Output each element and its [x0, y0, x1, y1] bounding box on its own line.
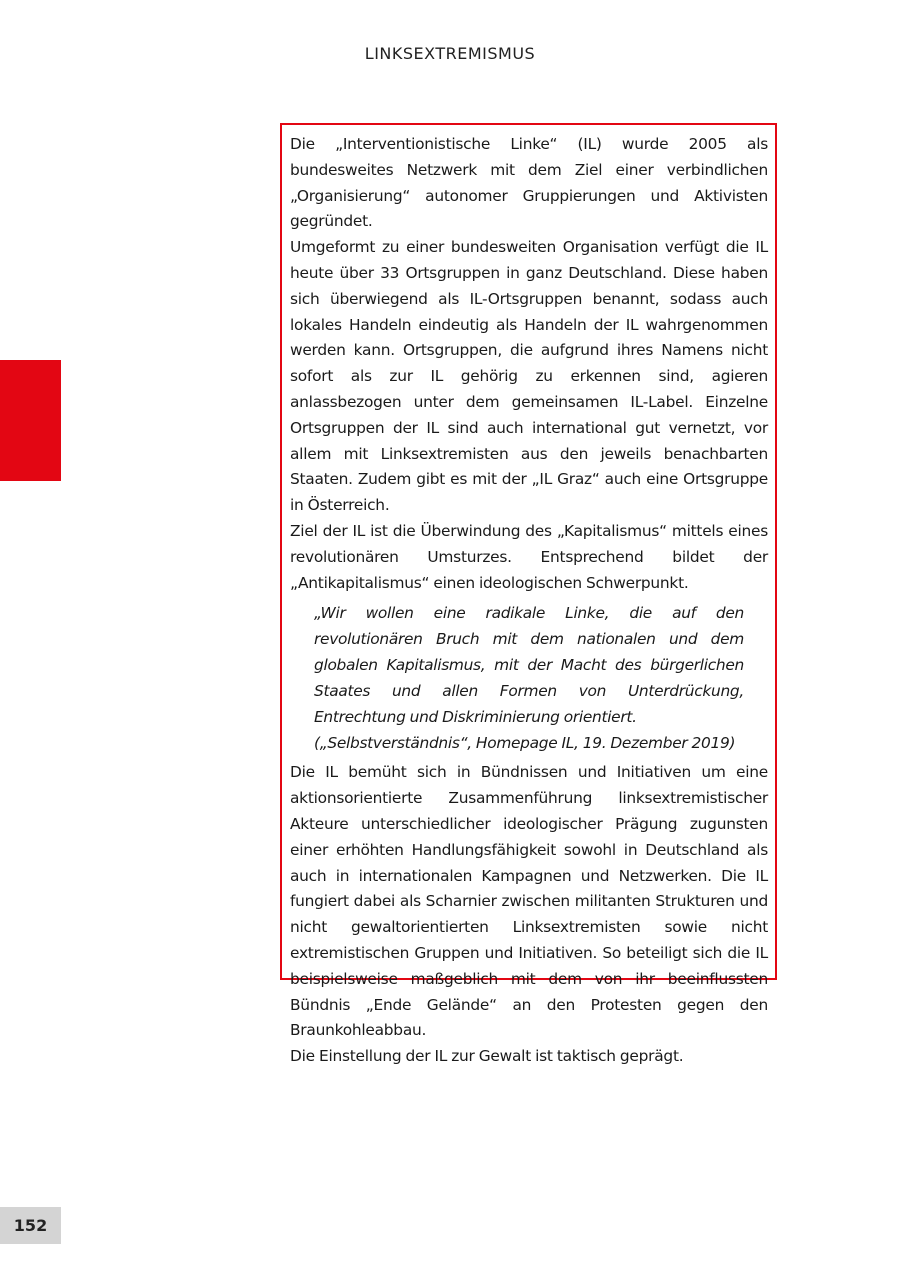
box-paragraph-4: Die IL bemüht sich in Bündnissen und Initiativen um eine aktionsorientierte Zusammenführung linksextremistischer Akteure unterschiedlicher ideologischer Prägung zugunsten einer erhöhten Handlungsfähigkeit sowohl in Deutschland als auch in internationalen Kampagnen und Netzwerken. Die IL fungiert dabei als Scharnier zwischen militanten Strukturen und nicht gewaltorientierten Linksextremisten sowie nicht extremistischen Gruppen und Initiativen. So beteiligt sich die IL beispielsweise maßgeblich mit dem von ihr beeinflussten Bündnis „Ende Gelände“ an den Protesten gegen den Braunkohleabbau.: [290, 763, 768, 1040]
chapter-marker: [0, 360, 61, 481]
running-header: LINKSEXTREMISMUS: [364, 44, 536, 63]
info-box: [280, 123, 777, 1066]
box-paragraph-2: Umgeformt zu einer bundesweiten Organisation verfügt die IL heute über 33 Ortsgruppen in ganz Deutschland. Diese haben sich überwiegend als IL-Ortsgruppen benannt, sodass auch lokales Handeln eindeutig als Handeln der IL wahrgenommen werden kann. Ortsgruppen, die aufgrund ihres Namens nicht sofort als zur IL gehörig zu erkennen sind, agieren anlassbezogen unter dem gemeinsamen IL-Label. Einzelne Ortsgruppen der IL sind auch international gut vernetzt, vor allem mit Linksextremisten aus den jeweils benachbarten Staaten. Zudem gibt es mit der „IL Graz“ auch eine Ortsgruppe in Österreich.: [290, 238, 768, 515]
quote-text: „Wir wollen eine radikale Linke, die auf den revolutionären Bruch mit dem nationalen und dem globalen Kapitalismus, mit der Macht des bürgerlichen Staates und allen Formen von Unterdrückung, Entrechtung und Diskriminierung orientiert.: [314, 604, 744, 727]
quote-block: [314, 600, 744, 756]
box-paragraph-5: Die Einstellung der IL zur Gewalt ist taktisch geprägt.: [290, 1047, 684, 1066]
quote-source: („Selbstverständnis“, Homepage IL, 19. Dezember 2019): [314, 734, 736, 753]
box-paragraph-3: Ziel der IL ist die Überwindung des „Kapitalismus“ mittels eines revolutionären Umsturzes. Entsprechend bildet der „Antikapitalismus“ einen ideologischen Schwerpunkt.: [290, 521, 768, 592]
page-number: 152: [0, 1207, 61, 1244]
box-paragraph-1: Die „Interventionistische Linke“ (IL) wurde 2005 als bundesweites Netzwerk mit dem Ziel einer verbindlichen „Organisierung“ autonomer Gruppierungen und Aktivisten gegründet.: [290, 135, 768, 231]
